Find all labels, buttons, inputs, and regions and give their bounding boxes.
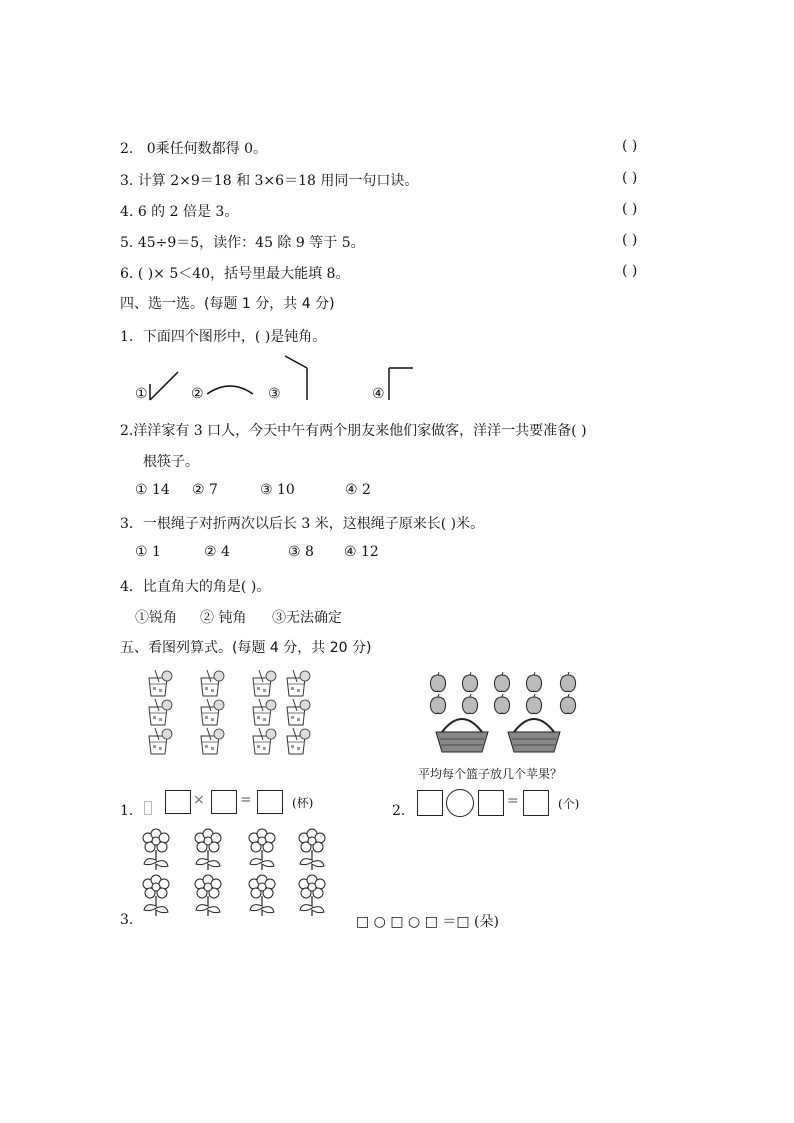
q1-text: 1．下面四个图形中，( )是钝角。 — [120, 329, 327, 345]
answer-paren[interactable]: ( ) — [622, 201, 638, 217]
item-text: 计算 2×9＝18 和 3×6＝18 用同一句口诀。 — [137, 173, 419, 189]
p2-number: 2. — [392, 803, 406, 819]
answer-box[interactable] — [211, 790, 237, 814]
p1-number: 1. — [120, 803, 134, 819]
p2-unit: (个) — [558, 797, 580, 811]
judge-item-5 — [120, 232, 365, 252]
answer-paren[interactable]: ( ) — [622, 170, 638, 186]
apples-baskets-illustration — [428, 672, 588, 754]
figure-3-angle — [283, 354, 313, 402]
figure-4-right-angle — [387, 366, 417, 402]
q3-option-2[interactable]: ② 4 — [204, 544, 230, 560]
answer-box[interactable] — [417, 790, 443, 816]
juice-cups-illustration — [145, 668, 335, 756]
q4-option-3[interactable]: ③无法确定 — [272, 610, 342, 626]
q4-option-1[interactable]: ①锐角 — [135, 610, 177, 626]
judge-item-2 — [120, 138, 267, 158]
figure-2-curve — [205, 382, 255, 398]
q2-option-2[interactable]: ② 7 — [192, 482, 218, 498]
item-number: 6. — [120, 266, 134, 282]
p3-formula[interactable]: □ ○ □ ○ □ ＝□ (朵) — [356, 914, 499, 930]
answer-paren[interactable]: ( ) — [622, 232, 638, 248]
p1-times: × — [193, 792, 205, 808]
p1-unit: (杯) — [292, 796, 314, 810]
p3-number: 3. — [120, 912, 134, 928]
q2-option-1[interactable]: ① 14 — [135, 482, 170, 498]
p1-tiny-box — [144, 801, 152, 815]
judge-item-3 — [120, 170, 418, 190]
item-number: 4. — [120, 204, 134, 220]
q2-text-cont: 根筷子。 — [143, 454, 199, 470]
q3-option-1[interactable]: ① 1 — [135, 544, 161, 560]
q4-text: 4．比直角大的角是( )。 — [120, 579, 271, 595]
figure-label-1: ① — [135, 386, 148, 402]
item-text: 45÷9＝5，读作：45 除 9 等于 5。 — [137, 235, 365, 251]
operator-circle[interactable] — [446, 789, 474, 817]
answer-paren[interactable]: ( ) — [622, 263, 638, 279]
section-4-title: 四、选一选。(每题 1 分，共 4 分) — [120, 296, 335, 312]
item-number: 5. — [120, 235, 134, 251]
q4-option-2[interactable]: ② 钝角 — [200, 610, 247, 626]
answer-box[interactable] — [257, 790, 283, 814]
p2-equals: = — [507, 793, 519, 809]
q3-option-4[interactable]: ④ 12 — [344, 544, 379, 560]
q2-option-4[interactable]: ④ 2 — [345, 482, 371, 498]
apples-caption: 平均每个篮子放几个苹果？ — [418, 767, 563, 781]
judge-item-6 — [120, 263, 349, 283]
item-text: 6 的 2 倍是 3。 — [137, 204, 239, 220]
answer-paren[interactable]: ( ) — [622, 138, 638, 154]
answer-box[interactable] — [523, 790, 549, 816]
answer-box[interactable] — [165, 790, 191, 814]
figure-label-4: ④ — [372, 386, 385, 402]
answer-box[interactable] — [478, 790, 504, 816]
judge-item-4 — [120, 201, 238, 221]
p1-equals: = — [240, 792, 252, 808]
figure-1-angle — [148, 370, 180, 402]
q3-text: 3．一根绳子对折两次以后长 3 米，这根绳子原来长( )米。 — [120, 516, 485, 532]
q3-option-3[interactable]: ③ 8 — [288, 544, 314, 560]
section-5-title: 五、看图列算式。(每题 4 分，共 20 分) — [120, 640, 372, 656]
q2-text: 2.洋洋家有 3 口人，今天中午有两个朋友来他们家做客，洋洋一共要准备( ) — [120, 423, 587, 439]
item-number: 2. — [120, 141, 134, 157]
item-text: 0乘任何数都得 0。 — [146, 141, 267, 157]
q2-option-3[interactable]: ③ 10 — [260, 482, 295, 498]
figure-label-2: ② — [191, 386, 204, 402]
item-text: ( )× 5＜40，括号里最大能填 8。 — [137, 266, 350, 282]
flowers-illustration — [138, 828, 338, 920]
figure-label-3: ③ — [268, 386, 281, 402]
item-number: 3. — [120, 173, 134, 189]
